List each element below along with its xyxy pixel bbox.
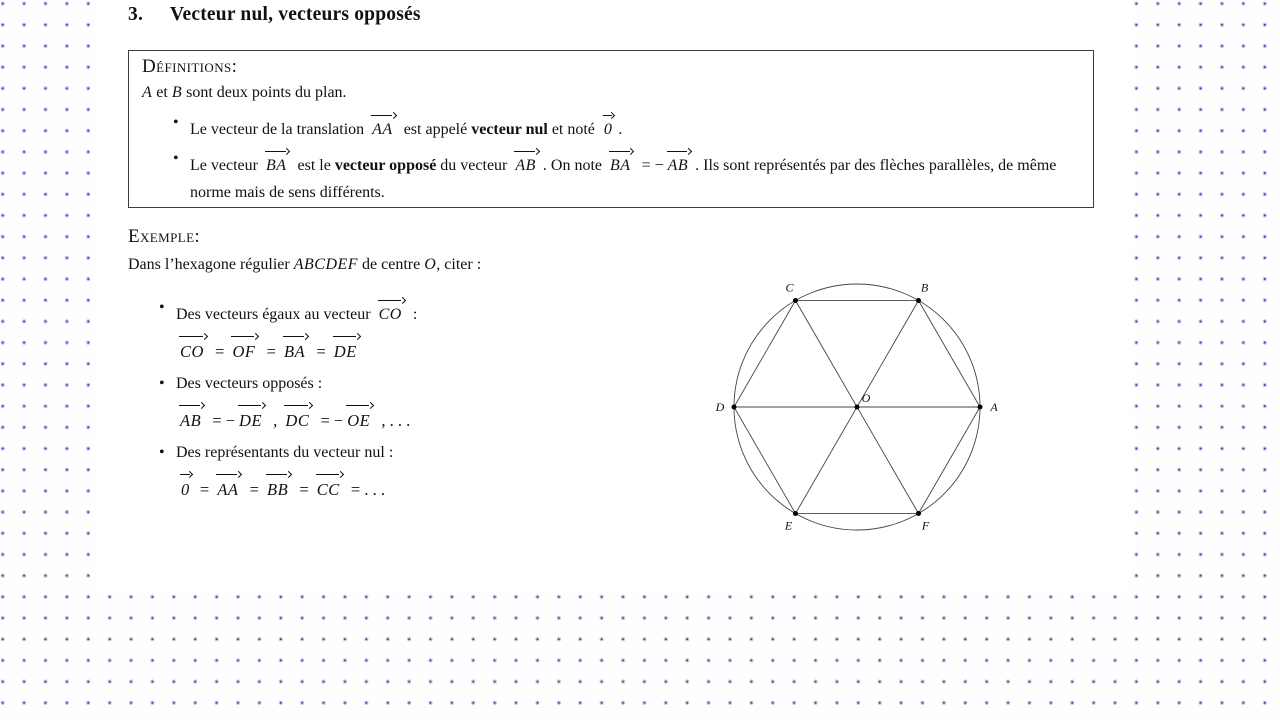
section-title-text: Vecteur nul, vecteurs opposés bbox=[170, 4, 421, 25]
example-item-formula: 0 = AA = BB = CC = . . . bbox=[176, 470, 748, 503]
definition-item-opposite-vector bbox=[173, 147, 1077, 206]
definitions-heading: Définitions: bbox=[142, 56, 238, 77]
point-F bbox=[916, 511, 921, 516]
example-item-opposite-vectors bbox=[159, 372, 748, 434]
point-D bbox=[732, 405, 737, 410]
example-item-null-vector-representatives bbox=[159, 441, 748, 503]
definition-text: Le vecteur de la translation AA est appelé vecteur nul et noté 0 . bbox=[190, 121, 622, 138]
label-B: B bbox=[920, 280, 929, 295]
example-intro: Dans l’hexagone régulier ABCDEF de centre O, citer : bbox=[128, 256, 482, 273]
section-number: 3. bbox=[128, 4, 144, 25]
section-title bbox=[128, 4, 421, 26]
example-item-text: • Des vecteurs opposés : bbox=[176, 375, 323, 392]
segment-AB bbox=[919, 300, 981, 407]
definitions-list bbox=[142, 111, 1077, 206]
label-O: O bbox=[861, 391, 871, 405]
segment-FA bbox=[919, 407, 981, 514]
segment-DE bbox=[734, 407, 796, 514]
example-heading: Exemple: bbox=[128, 226, 201, 247]
point-A bbox=[978, 405, 983, 410]
point-B bbox=[916, 298, 921, 303]
label-A: A bbox=[990, 400, 998, 414]
label-D: D bbox=[715, 400, 725, 414]
definitions-intro: A et B sont deux points du plan. bbox=[142, 84, 347, 101]
content-area bbox=[96, 0, 1132, 588]
example-item-text: • Des vecteurs égaux au vecteur CO : bbox=[176, 296, 748, 327]
point-C bbox=[793, 298, 798, 303]
definitions-box bbox=[128, 50, 1094, 208]
example-item-formula: CO = OF = BA = DE bbox=[176, 332, 748, 365]
example-section bbox=[128, 226, 748, 510]
example-item-equal-vectors bbox=[159, 296, 748, 365]
example-item-text: • Des représentants du vecteur nul : bbox=[176, 444, 394, 461]
point-E bbox=[793, 511, 798, 516]
definition-item-null-vector bbox=[173, 111, 1077, 143]
label-F: F bbox=[921, 518, 930, 533]
segment-CD bbox=[734, 300, 796, 407]
example-item-formula: AB = − DE , DC = − OE , . . . bbox=[176, 401, 748, 434]
label-C: C bbox=[785, 280, 794, 295]
label-E: E bbox=[784, 518, 793, 533]
point-O bbox=[855, 405, 860, 410]
hexagon-diagram bbox=[712, 266, 1012, 546]
definition-text: Le vecteur BA est le vecteur opposé du vecteur AB . On note BA = − AB . Ils sont représentés par des flèches parallèles, de même norme mais de sens différents. bbox=[190, 157, 1056, 201]
example-list bbox=[128, 296, 748, 503]
